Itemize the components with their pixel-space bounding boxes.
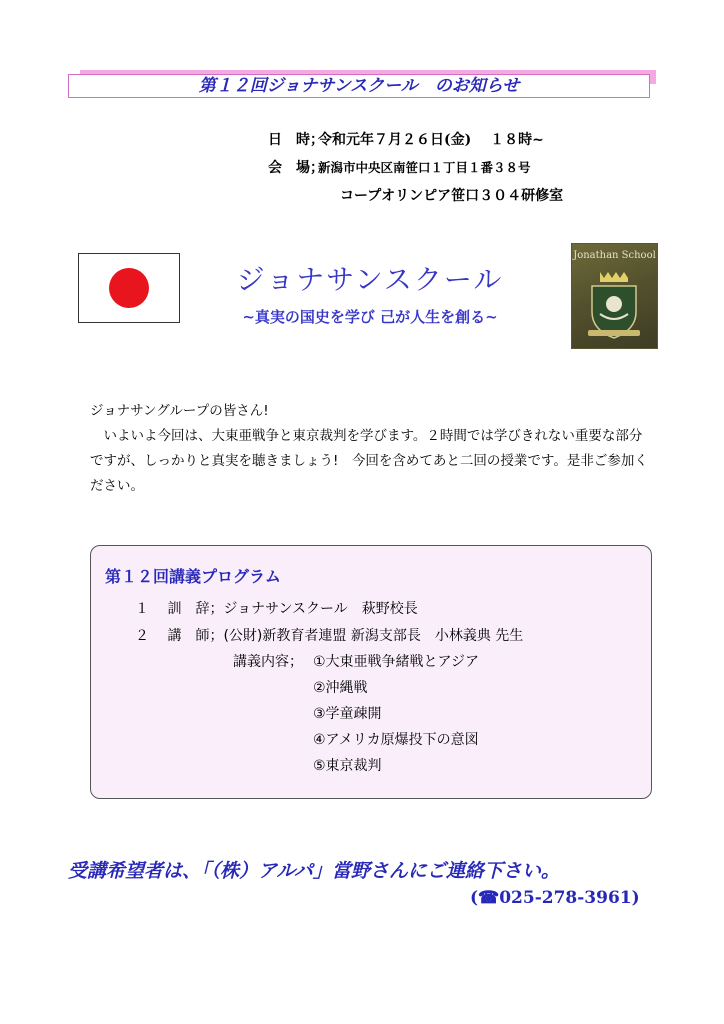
logo-text: Jonathan School — [573, 250, 656, 261]
venue-address: 新潟市中央区南笹口１丁目１番３８号 — [318, 160, 531, 175]
content-label: 講義内容； — [233, 654, 303, 670]
contact-message: 受講希望者は、「（株）アルパ」當野さんにご連絡下さい。 — [68, 860, 560, 882]
school-title: ジョナサンスクール — [236, 263, 504, 296]
topic-4: ④アメリカ原爆投下の意図 — [313, 732, 479, 748]
program-title: 第１２回講義プログラム — [105, 567, 281, 586]
topic-2: ②沖縄戦 — [313, 680, 368, 696]
intro-paragraph: いよいよ今回は、大東亜戦争と東京裁判を学びます。２時間では学びきれない重要な部分ですが、しっかりと真実を聴きましょう! 今回を含めてあと二回の授業です。是非ご参加ください。 — [90, 428, 648, 494]
event-venue — [268, 158, 531, 178]
topic-1: ①大東亜戦争緒戦とアジア — [313, 654, 479, 670]
event-date — [268, 130, 544, 150]
venue-room: コープオリンピア笹口３０４研修室 — [340, 188, 564, 204]
japan-flag — [78, 253, 180, 323]
topic-5: ⑤東京裁判 — [313, 758, 382, 774]
program-item-2: ２ 講 師；(公財)新教育者連盟 新潟支部長 小林義典 先生 — [135, 628, 524, 644]
greeting: ジョナサングループの皆さん! — [90, 403, 269, 419]
school-logo — [572, 244, 657, 348]
notice-banner — [68, 74, 650, 98]
topic-3: ③学童疎開 — [313, 706, 382, 722]
school-subtitle: ~真実の国史を学び 己が人生を創る~ — [242, 308, 498, 326]
program-item-1: １ 訓 辞；ジョナサンスクール 萩野校長 — [135, 601, 418, 617]
venue-label: 会 場； — [268, 160, 324, 176]
program-box — [90, 545, 652, 799]
crest-icon — [572, 244, 657, 348]
date-value: 令和元年７月２６日(金) １８時~ — [318, 132, 544, 148]
date-label: 日 時； — [268, 132, 324, 148]
contact-phone: (☎025-278-3961) — [470, 888, 640, 908]
banner-title: 第１２回ジョナサンスクール のお知らせ — [198, 76, 520, 96]
flag-sun — [109, 268, 149, 308]
